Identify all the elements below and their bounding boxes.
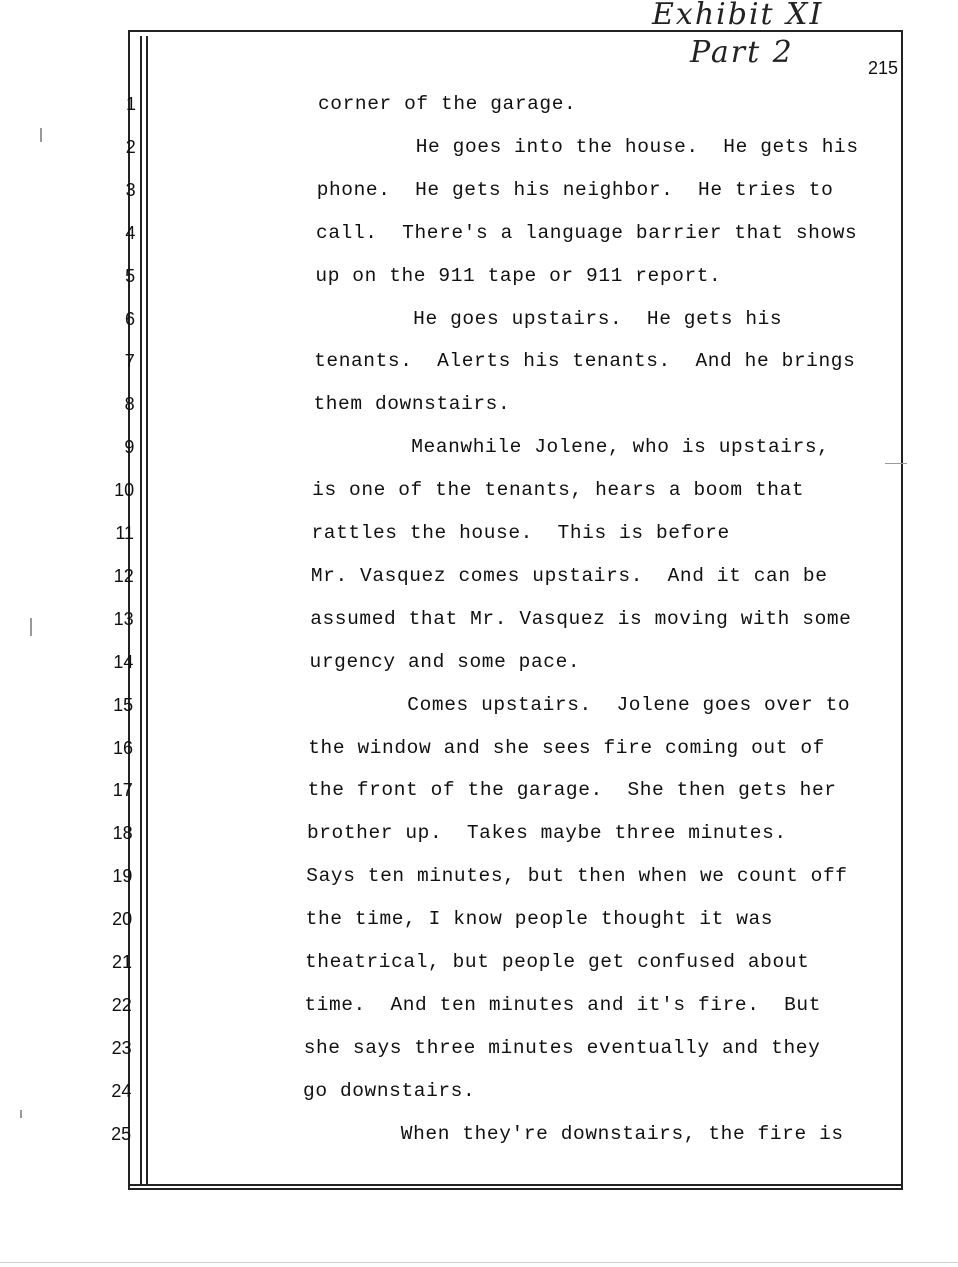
- line-number: 25: [111, 1123, 132, 1144]
- handwritten-part-label: Part 2: [690, 35, 794, 70]
- transcript-line: brother up. Takes maybe three minutes.: [306, 822, 787, 845]
- transcript-line: the window and she sees fire coming out of: [308, 736, 825, 759]
- transcript-line: assumed that Mr. Vasquez is moving with some: [310, 607, 852, 630]
- transcript-line: He goes upstairs. He gets his: [314, 307, 783, 330]
- line-number: 21: [111, 952, 132, 972]
- page-number: 215: [868, 58, 899, 78]
- line-number: 19: [112, 866, 133, 887]
- line-number: 12: [113, 565, 134, 586]
- scan-speck: [40, 128, 42, 142]
- scan-speck: [885, 463, 907, 464]
- line-number: 13: [113, 608, 134, 629]
- line-number: 4: [125, 222, 136, 243]
- transcript-line: is one of the tenants, hears a boom that: [312, 479, 805, 502]
- transcript-line: He goes into the house. He gets his: [317, 135, 859, 158]
- transcript-line: tenants. Alerts his tenants. And he brings: [314, 350, 856, 373]
- line-number: 14: [113, 651, 134, 672]
- transcript-line: go downstairs.: [303, 1079, 476, 1102]
- transcript-line: them downstairs.: [313, 393, 511, 416]
- transcript-line: up on the 911 tape or 911 report.: [315, 264, 722, 287]
- line-number: 16: [112, 737, 133, 758]
- transcript-line: Meanwhile Jolene, who is upstairs,: [312, 436, 830, 459]
- line-number: 1: [125, 94, 136, 114]
- line-number: 11: [115, 523, 134, 543]
- line-number: 22: [111, 994, 132, 1015]
- margin-rule: [140, 36, 142, 1186]
- transcript-line: Says ten minutes, but then when we count off: [306, 865, 848, 888]
- line-number: 24: [111, 1080, 132, 1101]
- transcript-line: When they're downstairs, the fire is: [302, 1122, 844, 1145]
- line-number: 6: [124, 308, 135, 329]
- bottom-rule: [128, 1184, 903, 1186]
- scan-speck: [30, 618, 32, 636]
- scan-edge: [0, 1262, 958, 1263]
- line-number: 9: [124, 437, 135, 458]
- line-number: 7: [124, 351, 135, 372]
- line-number: 8: [124, 394, 135, 415]
- line-number: 10: [114, 480, 135, 501]
- line-number: 5: [125, 265, 136, 286]
- line-number: 15: [113, 694, 134, 715]
- line-number: 18: [112, 823, 133, 844]
- transcript-line: Mr. Vasquez comes upstairs. And it can be: [310, 564, 828, 587]
- margin-rule: [146, 36, 148, 1186]
- transcript-line: the time, I know people thought it was: [305, 908, 774, 931]
- transcript-line: theatrical, but people get confused about: [305, 951, 810, 973]
- transcript-line: call. There's a language barrier that shows: [316, 221, 858, 244]
- transcript-line: she says three minutes eventually and they: [303, 1036, 821, 1059]
- transcript-line: the front of the garage. She then gets her: [307, 779, 837, 802]
- transcript-line: Comes upstairs. Jolene goes over to: [308, 693, 851, 716]
- transcript-line: time. And ten minutes and it's fire. But: [304, 993, 822, 1016]
- line-number: 3: [125, 179, 136, 200]
- line-number: 23: [111, 1037, 132, 1058]
- line-number: 2: [125, 136, 136, 157]
- handwritten-exhibit-label: Exhibit XI: [652, 0, 824, 32]
- line-number: 20: [112, 909, 133, 930]
- transcript-line: urgency and some pace.: [309, 650, 581, 673]
- transcript-line: rattles the house. This is before: [311, 522, 730, 544]
- transcript-line: phone. He gets his neighbor. He tries to: [316, 178, 834, 201]
- line-number: 17: [112, 780, 133, 801]
- transcript-line: corner of the garage.: [318, 93, 577, 115]
- scan-speck: [20, 1110, 22, 1118]
